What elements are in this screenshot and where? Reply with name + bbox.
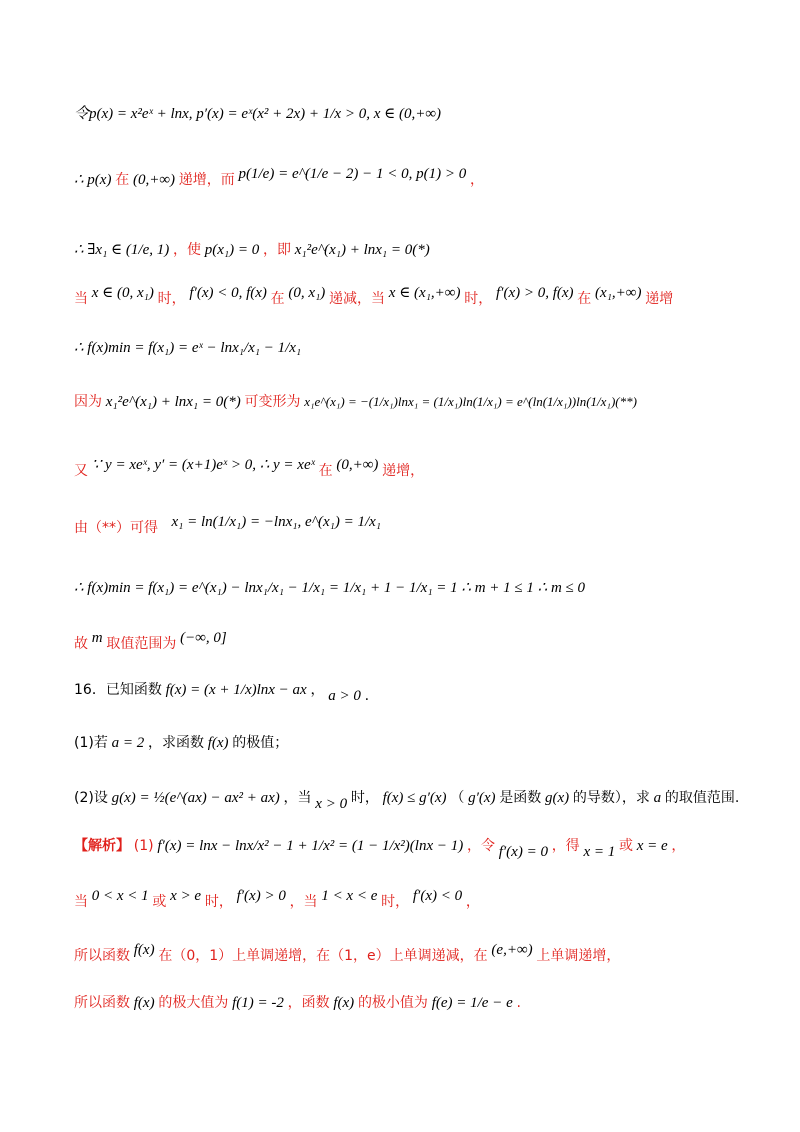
text-when: ，当 [283, 790, 312, 806]
math-a: a [653, 790, 662, 806]
text-problem-16-intro: 16．已知函数 [74, 682, 162, 698]
text-also: 又 [74, 463, 88, 479]
text-get: ，得 [551, 838, 580, 854]
math-x-positive: x > 0 [315, 796, 348, 812]
math-interval: (0,+∞) [132, 172, 176, 188]
line-exists-x1 [74, 240, 430, 260]
text-analysis-label: 【解析】 [74, 838, 130, 854]
text-such-that: ，使 [172, 242, 201, 258]
math-exists-x1: ∴ ∃x₁ ∈ (1/e, 1) [74, 242, 170, 258]
text-part-1-label: (1) [133, 838, 154, 854]
math-a-positive: a > 0 [328, 688, 361, 704]
math-p-values: p(1/e) = e^(1/e − 2) − 1 < 0, p(1) > 0 [238, 166, 467, 182]
math-therefore-p: ∴ p(x) [74, 172, 112, 188]
text-so-function: 所以函数 [74, 995, 130, 1011]
text-decreasing-when: 递减，当 [329, 291, 386, 307]
text-on: 在 [115, 172, 130, 188]
text-let: ，令 [466, 838, 495, 854]
math-m: m [91, 630, 103, 646]
text-part-2-let: (2)设 [74, 790, 108, 806]
text-because: 因为 [74, 394, 102, 410]
math-1-x-e: 1 < x < e [321, 888, 378, 904]
line-solution-2 [74, 886, 480, 910]
text-at-time: 时， [204, 894, 233, 910]
math-fprime-positive: f′(x) > 0, f(x) [496, 285, 574, 301]
text-when: 当 [74, 291, 88, 307]
math-fprime-negative: f′(x) < 0 [412, 888, 463, 904]
math-conclusion: ∴ f(x)min = f(x₁) = e^(x₁) − lnx₁/x₁ − 1/x₁ = 1/x₁ + 1 − 1/x₁ = 1 ∴ m + 1 ≤ 1 ∴ m ≤ 0 [74, 580, 586, 596]
line-solution-4 [74, 993, 521, 1013]
text-range-of: 的取值范围. [664, 790, 740, 806]
line-y-increasing [74, 455, 425, 479]
line-transform [74, 392, 637, 412]
text-on: 在 [270, 291, 285, 307]
text-when: ，当 [289, 894, 318, 910]
math-f-prime: f′(x) = lnx − lnx/x² − 1 + 1/x² = (1 − 1/x²)(lnx − 1) [157, 838, 464, 854]
math-0-x-1: 0 < x < 1 [91, 888, 149, 904]
math-f-e: f(e) = 1/e − e [431, 995, 513, 1011]
text-or: 或 [152, 894, 167, 910]
math-f-x: f(x) [333, 995, 355, 1011]
text-increasing: 递增， [382, 463, 425, 479]
math-x-equals-1: x = 1 [583, 844, 616, 860]
text-at-time: 时， [350, 790, 379, 806]
text-can-transform: 可变形为 [244, 394, 301, 410]
math-interval-e-inf: (e,+∞) [491, 942, 533, 958]
math-x1-relation: x₁ = ln(1/x₁) = −lnx₁, e^(x₁) = 1/x₁ [171, 514, 381, 530]
math-fprime-zero: f′(x) = 0 [498, 844, 548, 860]
text-therefore: 故 [74, 636, 88, 652]
text-max-value: 的极大值为 [158, 995, 229, 1011]
text-extreme-values: 的极值； [232, 735, 289, 751]
math-x-equals-e: x = e [636, 838, 668, 854]
text-derivative-find: 的导数），求 [572, 790, 650, 806]
text-or: 或 [618, 838, 633, 854]
text-on: 在 [318, 463, 333, 479]
text-comma: ， [310, 682, 325, 698]
math-inequality: f(x) ≤ g′(x) [382, 790, 447, 806]
text-from-double-star: 由（**）可得 [74, 520, 158, 536]
math-g-x: g(x) [545, 790, 570, 806]
text-at-time: 时， [464, 291, 493, 307]
math-f-x: f(x) [207, 735, 229, 751]
text-min-value: 的极小值为 [357, 995, 428, 1011]
line-part-1 [74, 733, 288, 753]
math-fprime-negative: f′(x) < 0, f(x) [189, 285, 267, 301]
math-g-definition: g(x) = ½(e^(ax) − ax² + ax) [111, 790, 280, 806]
math-y-derivative: ∵ y = xeˣ, y′ = (x+1)eˣ > 0, ∴ y = xeˣ [91, 457, 315, 473]
text-when: 当 [74, 894, 88, 910]
text-comma: ， [465, 894, 480, 910]
text-increasing-and: 递增，而 [178, 172, 235, 188]
math-interval: (0,+∞) [336, 457, 379, 473]
math-interval-0-x1: (0, x₁) [288, 285, 326, 301]
line-range-m [74, 628, 227, 652]
line-p-increasing [74, 166, 484, 190]
math-x-in-0-x1: x ∈ (0, x₁) [91, 285, 154, 301]
math-x-greater-e: x > e [170, 888, 202, 904]
text-at-time: 时， [381, 894, 410, 910]
line-conclusion-m [74, 578, 585, 598]
math-f-1: f(1) = -2 [232, 995, 284, 1011]
text-function: ，函数 [287, 995, 330, 1011]
text-find-function: ，求函数 [147, 735, 204, 751]
math-p-x1-zero: p(x₁) = 0 [204, 242, 260, 258]
text-period: . [516, 995, 521, 1011]
text-comma: ， [469, 172, 484, 188]
text-namely: ，即 [262, 242, 291, 258]
line-f-min [74, 338, 301, 358]
text-at-time: 时， [157, 291, 186, 307]
line-part-2 [74, 788, 740, 812]
math-fprime-positive: f′(x) > 0 [236, 888, 286, 904]
math-star-equation: x₁²e^(x₁) + lnx₁ = 0(*) [294, 242, 430, 258]
line-from-double-star [74, 512, 381, 536]
line-solution-1 [74, 836, 686, 860]
text-increasing: 递增 [645, 291, 674, 307]
math-x-in-x1-inf: x ∈ (x₁,+∞) [388, 285, 461, 301]
math-range: (−∞, 0] [180, 630, 227, 646]
text-period: . [364, 688, 370, 704]
text-increasing: 上单调递增， [536, 948, 621, 964]
text-on: 在 [577, 291, 592, 307]
text-so-function: 所以函数 [74, 948, 130, 964]
line-p-definition [74, 104, 441, 124]
math-interval-x1-inf: (x₁,+∞) [595, 285, 642, 301]
math-f-definition: f(x) = (x + 1/x)lnx − ax [165, 682, 307, 698]
math-a-equals-2: a = 2 [111, 735, 145, 751]
math-double-star: x₁e^(x₁) = −(1/x₁)lnx₁ = (1/x₁)ln(1/x₁) = e^(ln(1/x₁))ln(1/x₁)(**) [304, 394, 637, 409]
math-f-min: ∴ f(x)min = f(x₁) = eˣ − lnx₁/x₁ − 1/x₁ [74, 340, 302, 356]
math-f-x: f(x) [133, 942, 155, 958]
text-monotonic-intervals: 在（0，1）上单调递增，在（1，e）上单调递减，在 [158, 948, 488, 964]
math-f-x: f(x) [133, 995, 155, 1011]
math-p-definition: 令p(x) = x²eˣ + lnx, p′(x) = eˣ(x² + 2x) + 1/x > 0, x ∈ (0,+∞) [74, 106, 442, 122]
text-paren-open: （ [450, 790, 465, 806]
text-is-function: 是函数 [499, 790, 542, 806]
math-star-equation: x₁²e^(x₁) + lnx₁ = 0(*) [105, 394, 241, 410]
math-g-prime: g′(x) [468, 790, 496, 806]
text-part-1-if: (1)若 [74, 735, 108, 751]
line-monotonicity [74, 283, 674, 307]
text-range-is: 取值范围为 [106, 636, 177, 652]
line-solution-3 [74, 940, 621, 964]
text-comma: ， [671, 838, 686, 854]
line-problem-16 [74, 680, 370, 704]
